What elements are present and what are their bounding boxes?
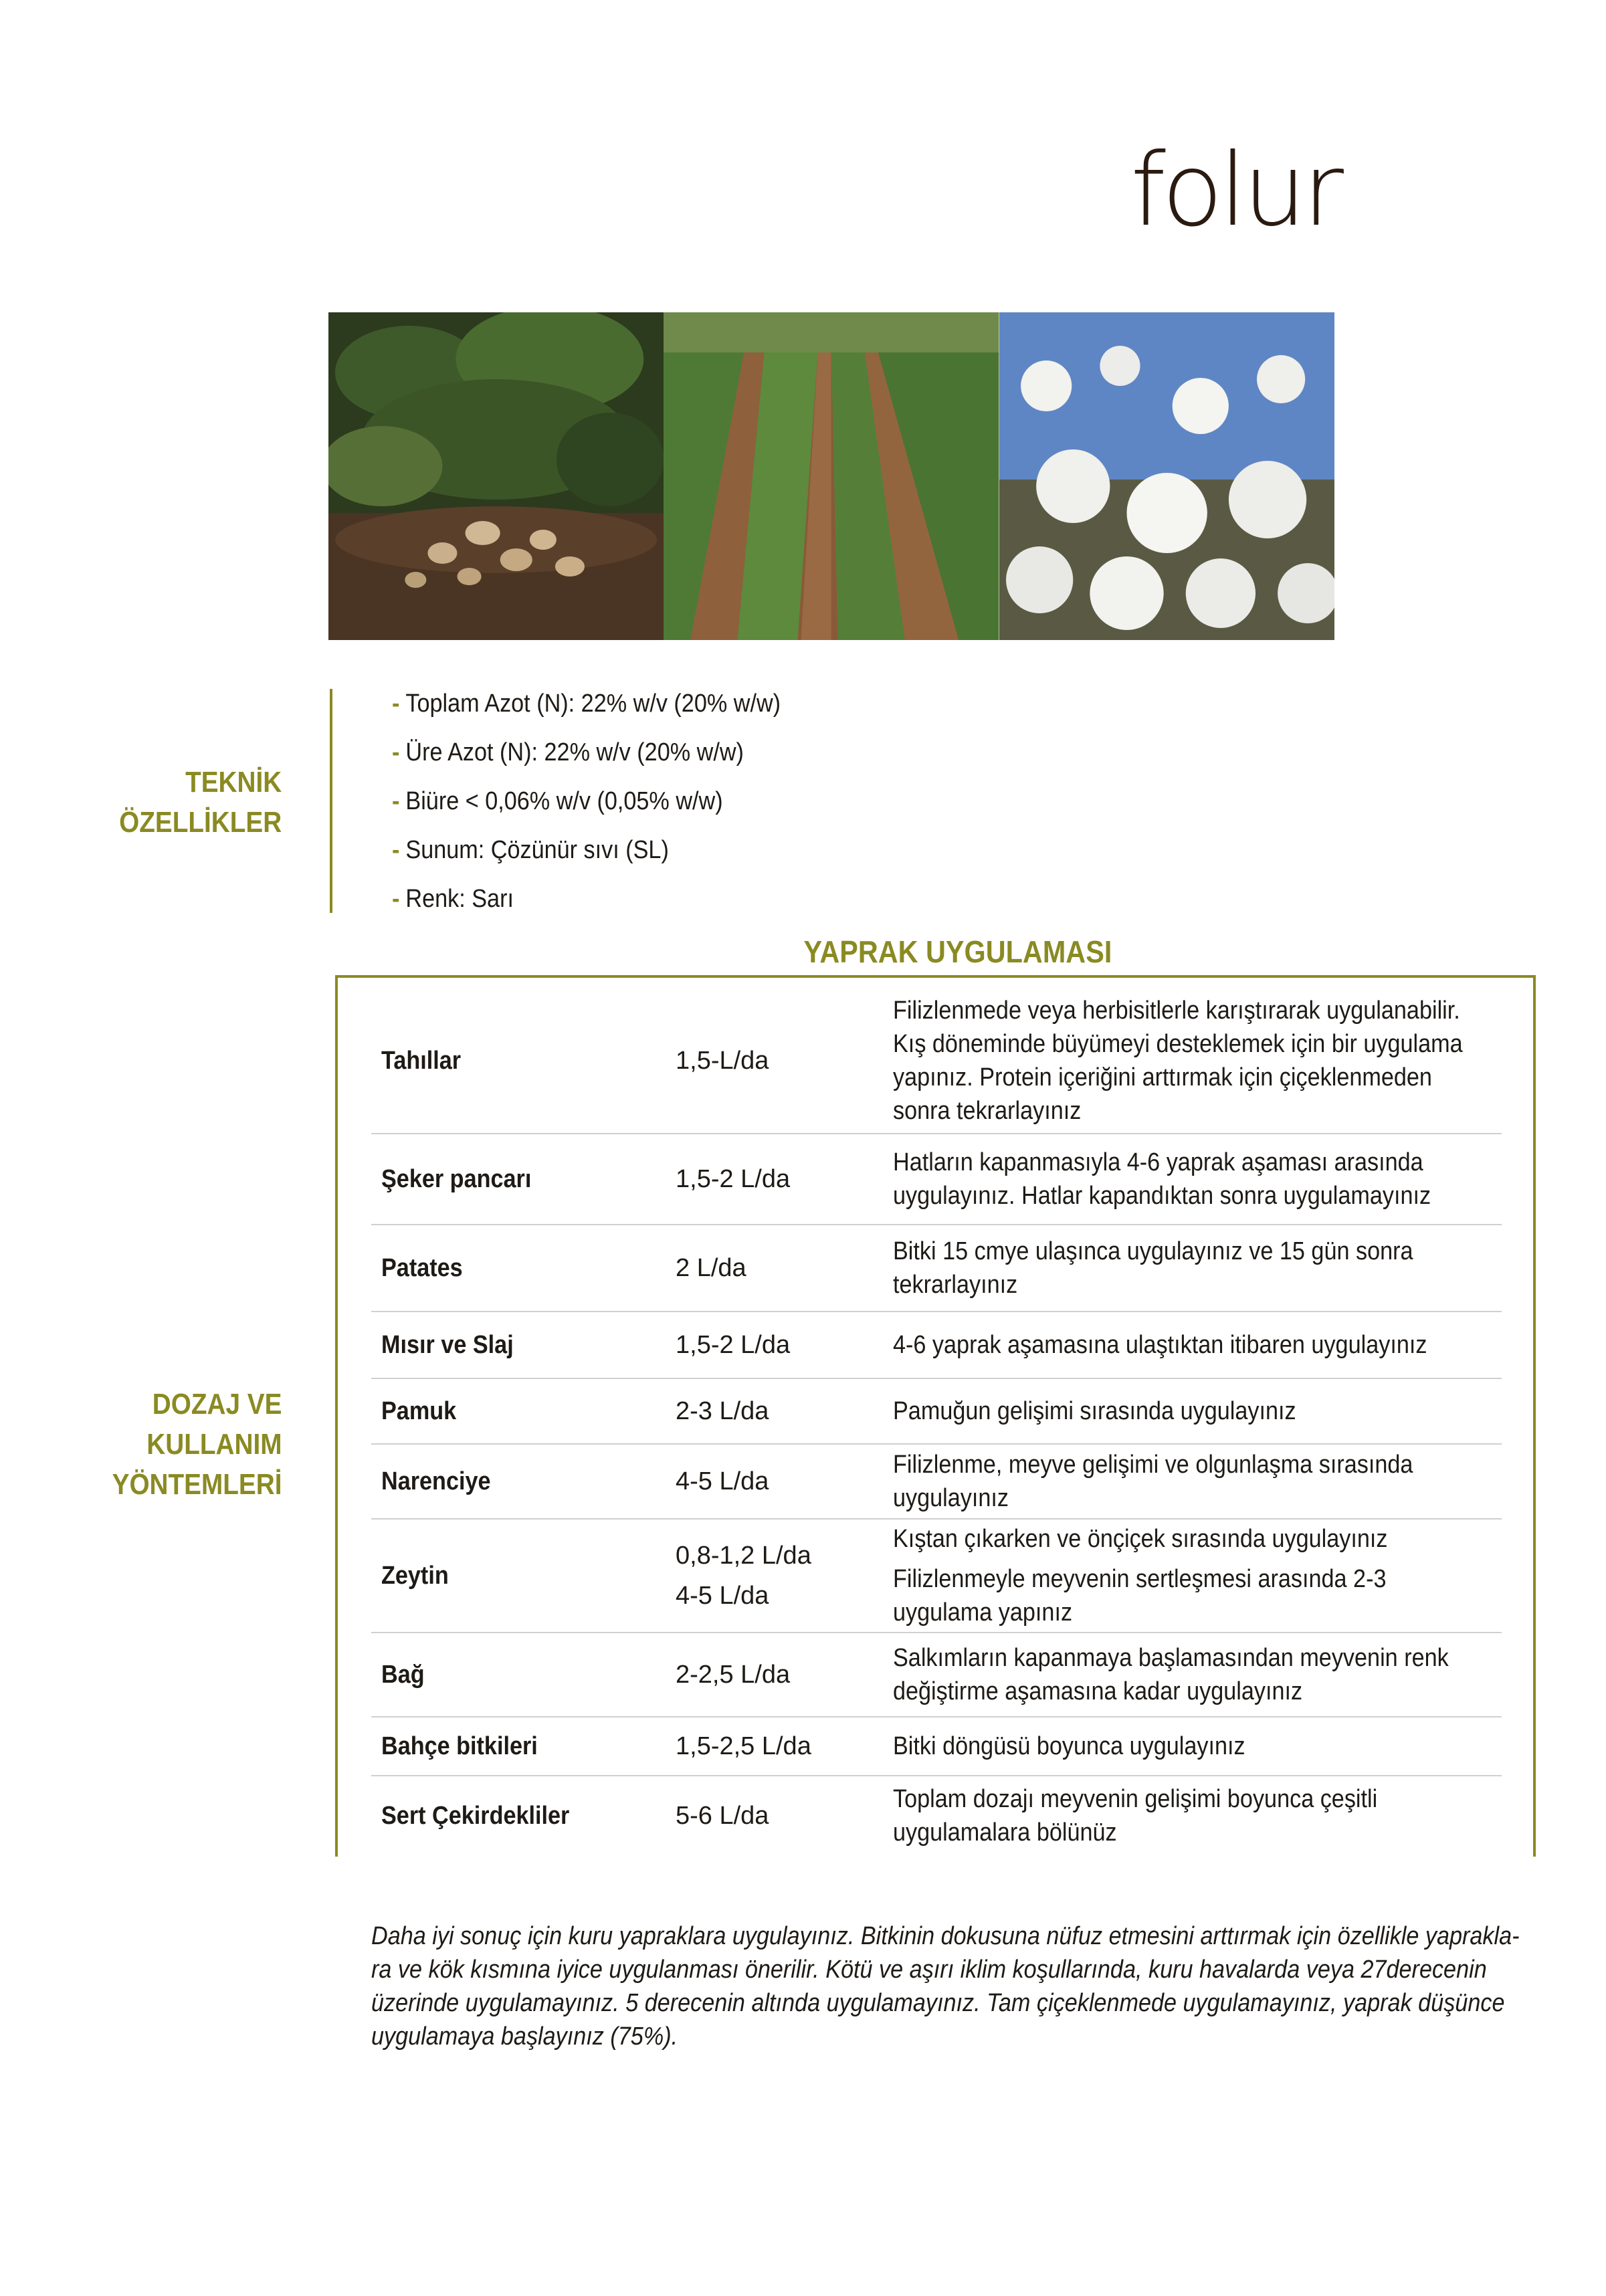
usage-note: Filizlenmede veya herbisitlerle karıştırarak uygulanabilir. Kış döneminde büyümeyi desteklemek için bir uygulama yapınız. Protein içeriğini arttırmak için çiçeklenmeden sonra tekrarlayınız [893, 997, 1463, 1125]
dose-value: 2-3 L/da [676, 1397, 769, 1425]
table-row [371, 988, 1502, 1134]
dose-value: 4-5 L/da [676, 1467, 769, 1495]
usage-note: Salkımların kapanmaya başlamasından meyvenin renk değiştirme aşamasına kadar uygulayınız [893, 1644, 1449, 1705]
dosage-usage-title: DOZAJ VE KULLANIM YÖNTEMLERİ [112, 1388, 282, 1501]
spec-item: - Sunum: Çözünür sıvı (SL) [392, 836, 669, 864]
photo-strip [328, 312, 1334, 640]
dose-value: 1,5-L/da [676, 1047, 769, 1075]
usage-note: Kıştan çıkarken ve önçiçek sırasında uygulayınız Filizlenmeyle meyvenin sertleşmesi arasında 2-3 uygulama yapınız [893, 1525, 1388, 1627]
brand-logo: folur [1130, 132, 1340, 249]
spec-item: - Renk: Sarı [392, 885, 514, 913]
application-footnote: Daha iyi sonuç için kuru yapraklara uygulayınız. Bitkinin dokusuna nüfuz etmesini arttırmak için özellikle yaprakla- ra ve kök kısmına iyice uygulanması önerilir. Kötü ve aşırı iklim koşullarında, kuru havalarda veya 27derecenin üzerinde uygulamayınız. 5 derecenin altında uygulamayınız. Tam çiçeklenmede uygulamayınız, yaprak düşünce uygulamaya başlayınız (75%). [371, 1922, 1520, 2051]
dose-value: 0,8-1,2 L/da 4-5 L/da [676, 1542, 811, 1610]
table-row [371, 1633, 1502, 1717]
table-row [371, 1134, 1502, 1225]
crop-name: Patates [381, 1254, 463, 1282]
table-row [371, 1225, 1502, 1312]
crop-name: Mısır ve Slaj [381, 1331, 514, 1359]
dose-value: 5-6 L/da [676, 1802, 769, 1830]
usage-note: Pamuğun gelişimi sırasında uygulayınız [893, 1397, 1296, 1425]
usage-note: Bitki döngüsü boyunca uygulayınız [893, 1732, 1245, 1760]
cotton-plants-photo [999, 312, 1334, 640]
dose-value: 2-2,5 L/da [676, 1661, 791, 1689]
table-row [371, 1445, 1502, 1520]
corn-field-photo [664, 312, 999, 640]
crop-name: Bahçe bitkileri [381, 1732, 538, 1760]
potato-plants-photo [328, 312, 664, 640]
table-row [371, 1379, 1502, 1445]
spec-item: - Toplam Azot (N): 22% w/v (20% w/w) [392, 690, 781, 718]
table-row [371, 1520, 1502, 1633]
spec-item: - Biüre < 0,06% w/v (0,05% w/w) [392, 787, 723, 815]
table-row [371, 1717, 1502, 1776]
technical-specs-title: TEKNİK ÖZELLİKLER [118, 766, 282, 839]
usage-note: Hatların kapanmasıyla 4-6 yaprak aşaması arasında uygulayınız. Hatlar kapandıktan sonra uygulamayınız [893, 1148, 1431, 1210]
usage-note: Bitki 15 cmye ulaşınca uygulayınız ve 15 gün sonra tekrarlayınız [893, 1237, 1413, 1299]
spec-item: - Üre Azot (N): 22% w/v (20% w/w) [392, 738, 744, 766]
table-row [371, 1776, 1502, 1855]
crop-name: Pamuk [381, 1397, 457, 1425]
dose-value: 1,5-2 L/da [676, 1165, 791, 1193]
usage-note: Filizlenme, meyve gelişimi ve olgunlaşma sırasında uygulayınız [893, 1451, 1413, 1512]
dose-value: 2 L/da [676, 1254, 746, 1282]
dose-value: 1,5-2,5 L/da [676, 1732, 811, 1760]
usage-note: Toplam dozajı meyvenin gelişimi boyunca çeşitli uygulamalara bölünüz [893, 1785, 1378, 1847]
technical-divider [330, 689, 332, 913]
crop-name: Zeytin [381, 1562, 449, 1590]
crop-name: Tahıllar [381, 1047, 462, 1075]
crop-name: Sert Çekirdekliler [381, 1802, 570, 1830]
dosage-table [371, 988, 1502, 1855]
usage-note: 4-6 yaprak aşamasına ulaştıktan itibaren uygulayınız [893, 1331, 1427, 1359]
crop-name: Narenciye [381, 1467, 491, 1495]
table-row [371, 1312, 1502, 1379]
crop-name: Şeker pancarı [381, 1165, 532, 1193]
dose-value: 1,5-2 L/da [676, 1331, 791, 1359]
technical-specs-list [392, 684, 824, 928]
table-title: YAPRAK UYGULAMASI [803, 934, 1112, 969]
crop-name: Bağ [381, 1661, 425, 1689]
